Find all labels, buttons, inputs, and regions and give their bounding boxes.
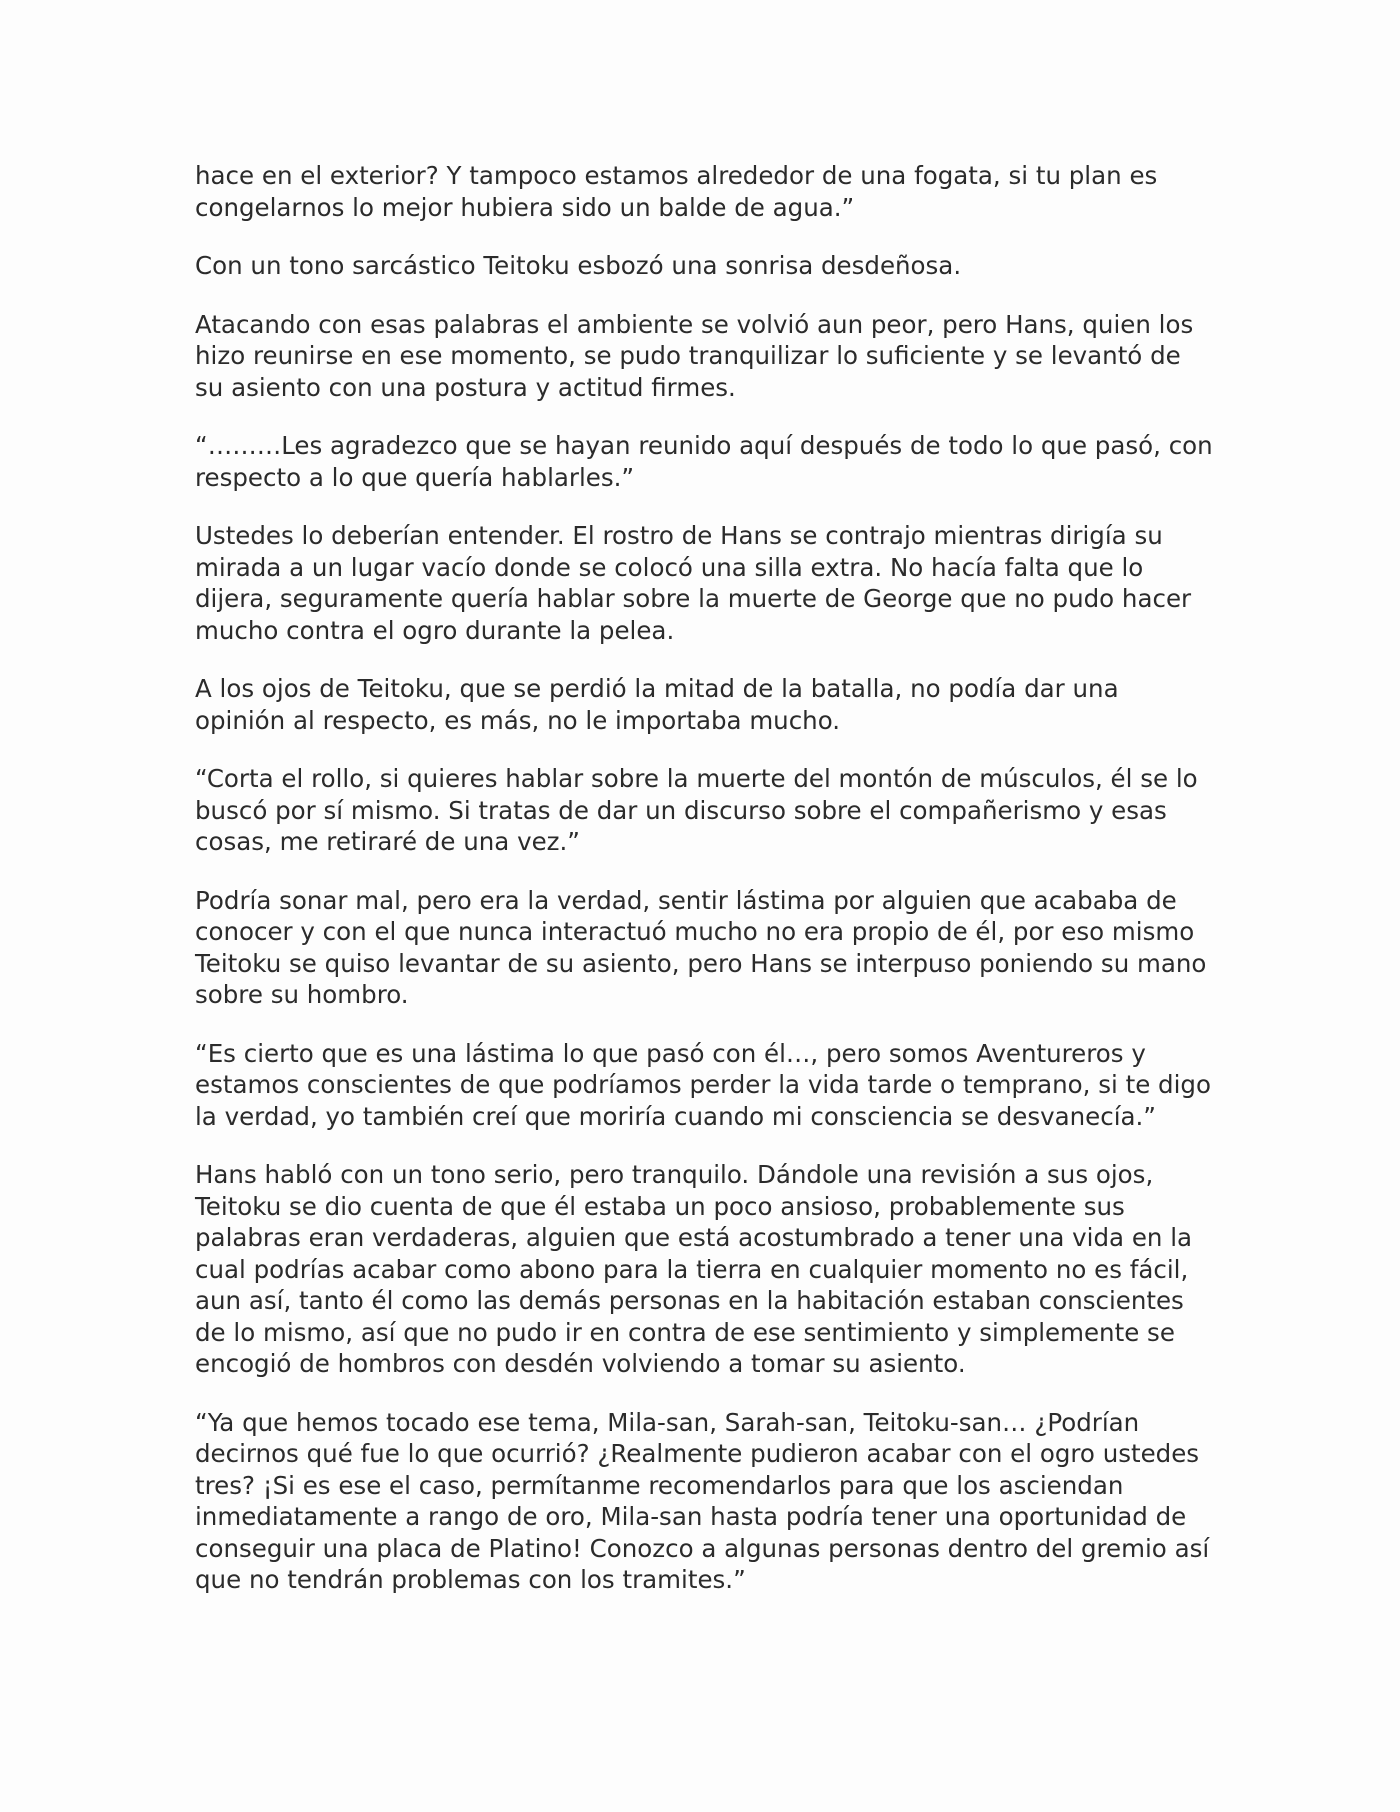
paragraph: “Corta el rollo, si quieres hablar sobre la muerte del montón de músculos, él se lo buscó por sí mismo. Si tratas de dar un discurso sobre el compañerismo y esas cosas, me retiraré de una vez.” — [195, 764, 1198, 856]
paragraph: Atacando con esas palabras el ambiente se volvió aun peor, pero Hans, quien los hizo reunirse en ese momento, se pudo tranquilizar lo suficiente y se levantó de su asiento con una postura y actitud firmes. — [195, 309, 1194, 402]
paragraph: Ustedes lo deberían entender. El rostro de Hans se contrajo mientras dirigía su mirada a un lugar vacío donde se colocó una silla extra. No hacía falta que lo dijera, seguramente quería hablar sobre la muerte de George que no pudo hacer mucho contra el ogro durante la pelea. — [195, 521, 1192, 645]
paragraph: “Ya que hemos tocado ese tema, Mila-san, Sarah-san, Teitoku-san… ¿Podrían decirnos qué fue lo que ocurrió? ¿Realmente pudieron acabar con el ogro ustedes tres? ¡Si es ese el caso, permítanme recomendarlos para que los asciendan inmediatamente a rango de oro, Mila-san hasta podría tener una oportunidad de conseguir una placa de Platino! Conozco a algunas personas dentro del gremio así que no tendrán problemas con los tramites.” — [195, 1407, 1210, 1594]
paragraph: Hans habló con un tono serio, pero tranquilo. Dándole una revisión a sus ojos, Teitoku se dio cuenta de que él estaba un poco ansioso, probablemente sus palabras eran verdaderas, alguien que está acostumbrado a tener una vida en la cual podrías acabar como abono para la tierra en cualquier momento no es fácil, aun así, tanto él como las demás personas en la habitación estaban conscientes de lo mismo, así que no pudo ir en contra de ese sentimiento y simplemente se encogió de hombros con desdén volviendo a tomar su asiento. — [195, 1160, 1193, 1378]
paragraph: hace en el exterior? Y tampoco estamos alrededor de una fogata, si tu plan es congelarnos lo mejor hubiera sido un balde de agua.” — [195, 161, 1158, 222]
paragraph: A los ojos de Teitoku, que se perdió la mitad de la batalla, no podía dar una opinión al respecto, es más, no le importaba mucho. — [195, 674, 1119, 735]
document-body — [195, 160, 1215, 1623]
paragraph: “………Les agradezco que se hayan reunido aquí después de todo lo que pasó, con respecto a lo que quería hablarles.” — [195, 431, 1213, 492]
paragraph: “Es cierto que es una lástima lo que pasó con él…, pero somos Aventureros y estamos conscientes de que podríamos perder la vida tarde o temprano, si te digo la verdad, yo también creí que moriría cuando mi consciencia se desvanecía.” — [195, 1038, 1211, 1131]
paragraph: Con un tono sarcástico Teitoku esbozó una sonrisa desdeñosa. — [195, 251, 962, 280]
paragraph: Podría sonar mal, pero era la verdad, sentir lástima por alguien que acababa de conocer y con el que nunca interactuó mucho no era propio de él, por eso mismo Teitoku se quiso levantar de su asiento, pero Hans se interpuso poniendo su mano sobre su hombro. — [195, 885, 1207, 1009]
